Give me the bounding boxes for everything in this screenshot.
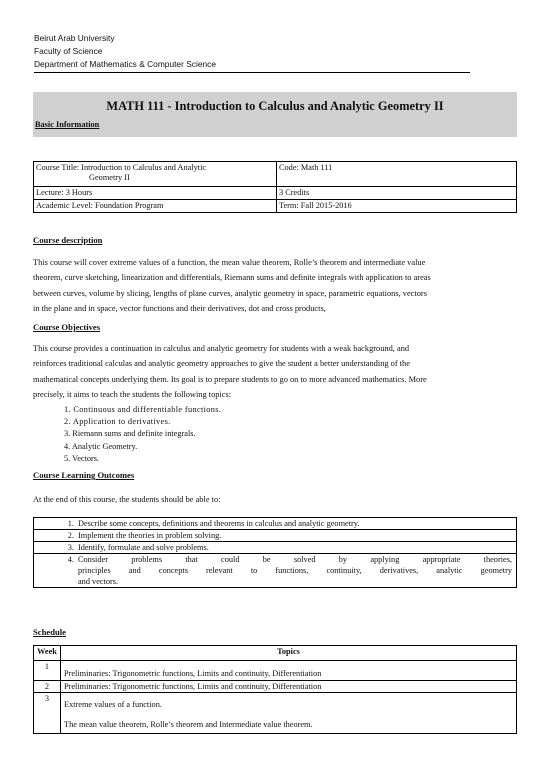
description-line: theorem, curve sketching, linearization and differentials, Riemann sums and definite integrals with application to areas <box>33 273 431 283</box>
learning-outcomes-table <box>33 517 517 588</box>
faculty-name: Faculty of Science <box>34 46 103 56</box>
week-number: 2 <box>34 681 61 693</box>
outcome-number: 1. <box>34 518 79 530</box>
term-cell: Term: Fall 2015-2016 <box>277 200 517 213</box>
table-row <box>34 542 517 554</box>
week-topic: Preliminaries: Trigonometric functions, Limits and continuity, Differentiation <box>61 661 517 681</box>
basic-information-label: Basic Information <box>35 120 100 129</box>
table-row <box>34 661 517 681</box>
objectives-line: mathematical concepts underlying them. Its goal is to prepare students to go on to more advanced mathematics. More <box>33 374 427 384</box>
list-item: 5. Vectors. <box>64 453 100 463</box>
header-rule <box>34 72 470 73</box>
course-title-line1: Course Title: Introduction to Calculus and Analytic <box>36 163 207 172</box>
outcome-number: 2. <box>34 530 79 542</box>
course-objectives-text <box>33 341 517 402</box>
outcome-text-multiline <box>78 554 517 588</box>
outcome-text: Implement the theories in problem solving. <box>78 530 517 542</box>
outcome-line: Consider problems that could be solved by applying appropriate theories, <box>78 555 512 564</box>
info-row-level <box>34 200 517 213</box>
info-row-title <box>34 162 517 187</box>
outcome-text: Describe some concepts, definitions and theorems in calculus and analytic geometry. <box>78 518 517 530</box>
list-item: 1. Continuous and differentiable functions. <box>64 405 222 414</box>
topics-column-header: Topics <box>61 646 517 661</box>
credits-cell: 3 Credits <box>277 187 517 200</box>
department-name: Department of Mathematics & Computer Science <box>34 59 217 69</box>
week-topic-line: The mean value theorem, Rolle’s theorem and Intermediate value theorem. <box>64 720 313 729</box>
course-title-line2: Geometry II <box>89 173 130 182</box>
list-item: 4. Analytic Geometry. <box>64 441 138 451</box>
week-topic-multiline <box>61 693 517 734</box>
description-line: in the plane and in space, vector functions and their derivatives, dot and cross products, <box>33 303 326 313</box>
objectives-line: This course provides a continuation in calculus and analytic geometry for students with a weak background, and <box>33 344 410 353</box>
schedule-heading: Schedule <box>33 627 66 637</box>
course-title-heading: MATH 111 - Introduction to Calculus and Analytic Geometry II <box>106 99 444 113</box>
basic-info-table <box>33 161 517 213</box>
outcome-line: principles and concepts relevant to functions, continuity, derivatives, analytic geometry <box>78 566 512 575</box>
table-row <box>34 554 517 588</box>
outcome-line: and vectors. <box>78 577 119 586</box>
table-row <box>34 681 517 693</box>
week-column-header: Week <box>34 646 61 661</box>
learning-outcomes-heading: Course Learning Outcomes <box>33 470 135 480</box>
course-description-text <box>33 255 517 316</box>
list-item: 3. Riemann sums and definite integrals. <box>64 429 196 439</box>
table-row <box>34 693 517 734</box>
title-banner <box>33 92 517 137</box>
level-cell: Academic Level: Foundation Program <box>34 200 277 213</box>
table-row <box>34 518 517 530</box>
description-line: This course will cover extreme values of a function, the mean value theorem, Rolle’s theorem and intermediate value <box>33 258 426 267</box>
outcome-text: Identify, formulate and solve problems. <box>78 542 517 554</box>
info-row-lecture <box>34 187 517 200</box>
week-number: 3 <box>34 693 61 734</box>
learning-outcomes-intro: At the end of this course, the students should be able to: <box>33 495 221 504</box>
week-topic: Preliminaries: Trigonometric functions, Limits and continuity, Differentiation <box>61 681 517 693</box>
description-line: between curves, volume by slicing, lengths of plane curves, analytic geometry in space, parametric equations, vectors <box>33 288 427 298</box>
objectives-topic-list <box>64 404 221 465</box>
university-name: Beirut Arab University <box>34 33 115 43</box>
table-row <box>34 530 517 542</box>
objectives-line: precisely, it aims to teach the students the following topics: <box>33 389 232 399</box>
course-objectives-heading: Course Objectives <box>33 322 101 332</box>
schedule-table <box>33 645 517 734</box>
outcome-number: 4. <box>34 554 79 588</box>
list-item: 2. Application to derivatives. <box>64 417 171 427</box>
course-title-cell <box>34 162 277 187</box>
code-cell: Code: Math 111 <box>277 162 517 187</box>
week-topic-line: Extreme values of a function. <box>64 700 162 709</box>
schedule-header-row <box>34 646 517 661</box>
course-description-heading: Course description <box>33 235 103 245</box>
lecture-cell: Lecture: 3 Hours <box>34 187 277 200</box>
objectives-line: reinforces traditional calculas and analytic geometry approaches to give the student a better understanding of the <box>33 359 410 369</box>
week-number: 1 <box>34 661 61 681</box>
outcome-number: 3. <box>34 542 79 554</box>
